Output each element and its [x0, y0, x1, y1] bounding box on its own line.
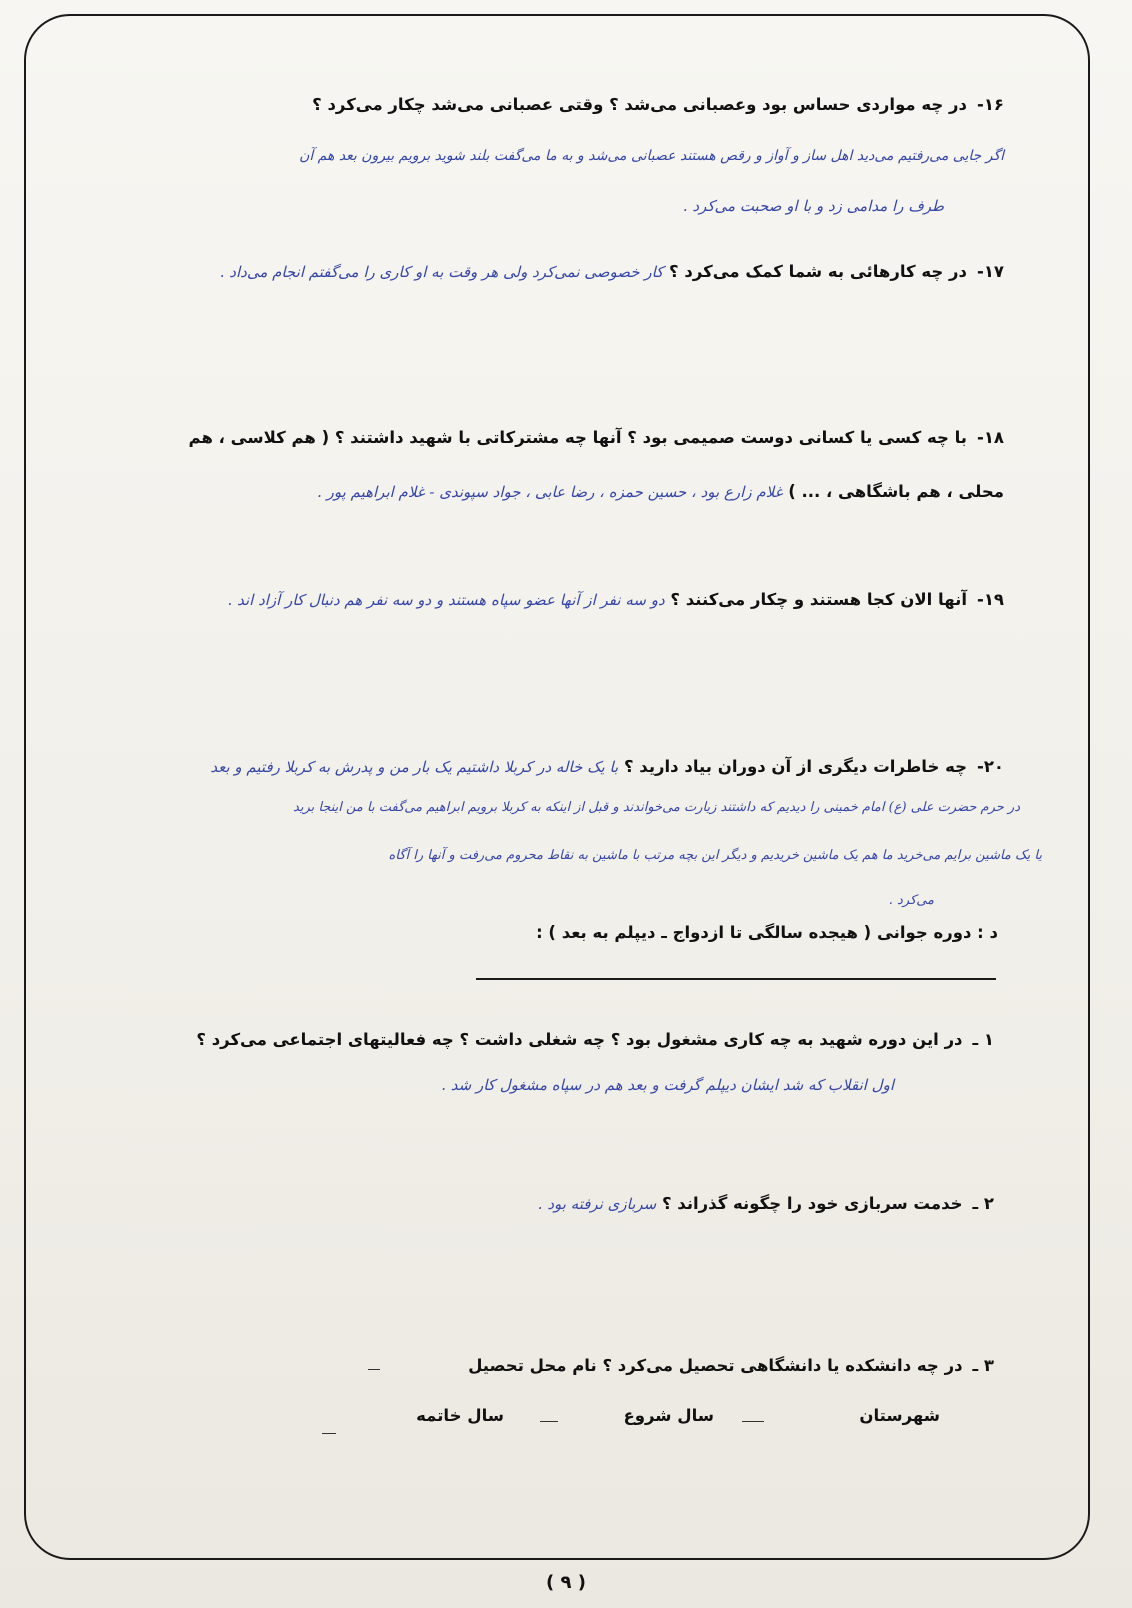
- answer-s1: اول انقلاب که شد ایشان دیپلم گرفت و بعد هم در سپاه مشغول کار شد .: [441, 1076, 894, 1094]
- question-18-line2: [317, 482, 1004, 501]
- page-border: [24, 14, 1090, 1560]
- question-19: [228, 590, 1004, 609]
- question-number: ۱۷-: [976, 262, 1004, 281]
- question-number: ۲۰-: [976, 757, 1004, 776]
- question-text: در چه مواردی حساس بود وعصبانی می‌شد ؟ وقتی عصبانی می‌شد چکار می‌کرد ؟: [312, 95, 967, 114]
- field-end-label: سال خاتمه: [416, 1406, 504, 1425]
- field-city-label: شهرستان: [859, 1406, 940, 1425]
- question-number: ۱ ـ: [972, 1030, 994, 1049]
- question-number: ۲ ـ: [972, 1194, 994, 1213]
- question-text: در چه کارهائی به شما کمک می‌کرد ؟: [669, 262, 967, 281]
- section-heading: د : دوره جوانی ( هیجده سالگی تا ازدواج ـ دیپلم به بعد ) :: [536, 923, 998, 942]
- question-18-line1: [189, 428, 1004, 447]
- page-number: ( ۹ ): [546, 1572, 586, 1593]
- answer-20-line3: یا یک ماشین برایم می‌خرید ما هم یک ماشین خریدیم و دیگر این بچه مرتب با ماشین به نقاط محروم می‌رفت و آنها را آگاه: [388, 848, 1042, 863]
- question-text: خدمت سربازی خود را چگونه گذراند ؟: [661, 1194, 963, 1213]
- blank-dash: [322, 1433, 336, 1434]
- question-text: در این دوره شهید به چه کاری مشغول بود ؟ چه شغلی داشت ؟ چه فعالیتهای اجتماعی می‌کرد ؟: [196, 1030, 963, 1049]
- question-text: محلی ، هم باشگاهی ، ... ): [788, 482, 1004, 501]
- answer-18: غلام زارع بود ، حسین حمزه ، رضا عابی ، جواد سپوندی - غلام ابراهیم پور .: [317, 483, 783, 501]
- question-number: ۱۶-: [976, 95, 1004, 114]
- question-number: ۱۸-: [976, 428, 1004, 447]
- question-s1: [196, 1030, 994, 1049]
- question-text: چه خاطرات دیگری از آن دوران بیاد دارید ؟: [623, 757, 967, 776]
- blank-dash: [742, 1421, 764, 1422]
- question-number: ۳ ـ: [972, 1356, 994, 1375]
- blank-dash: [368, 1369, 380, 1370]
- answer-16-line2: طرف را مدامی زد و با او صحبت می‌کرد .: [682, 197, 944, 215]
- question-20: [210, 757, 1004, 776]
- question-s2: [538, 1194, 994, 1213]
- question-text: در چه دانشکده یا دانشگاهی تحصیل می‌کرد ؟ نام محل تحصیل: [468, 1356, 963, 1375]
- answer-20-line4: می‌کرد .: [888, 893, 934, 908]
- question-number: ۱۹-: [976, 590, 1004, 609]
- question-s3: [468, 1356, 994, 1375]
- answer-16-line1: اگر جایی می‌رفتیم می‌دید اهل ساز و آواز و رقص هستند عصبانی می‌شد و به ما می‌گفت بلند شوید برویم بیرون بعد هم آن: [299, 148, 1004, 164]
- answer-17: کار خصوصی نمی‌کرد ولی هر وقت به او کاری را می‌گفتم انجام می‌داد .: [219, 263, 664, 281]
- question-17: [220, 262, 1004, 281]
- question-text: آنها الان کجا هستند و چکار می‌کنند ؟: [670, 590, 967, 609]
- answer-19: دو سه نفر از آنها عضو سپاه هستند و دو سه نفر هم دنبال کار آزاد اند .: [227, 591, 665, 609]
- question-16: [312, 95, 1004, 114]
- question-text: با چه کسی یا کسانی دوست صمیمی بود ؟ آنها چه مشترکاتی با شهید داشتند ؟ ( هم کلاسی ، هم: [188, 428, 967, 447]
- answer-20-line1: با یک خاله در کربلا داشتیم یک بار من و پدرش به کربلا رفتیم و بعد: [210, 758, 619, 776]
- section-underline: [476, 978, 996, 980]
- field-start-label: سال شروع: [623, 1406, 714, 1425]
- blank-dash: [540, 1421, 558, 1422]
- answer-s2: سربازی نرفته بود .: [537, 1195, 657, 1213]
- answer-20-line2: در حرم حضرت علی (ع) امام خمینی را دیدیم که داشتند زیارت می‌خواندند و قبل از اینکه به کربلا برویم ابراهیم می‌گفت با من اینجا برید: [293, 800, 1020, 815]
